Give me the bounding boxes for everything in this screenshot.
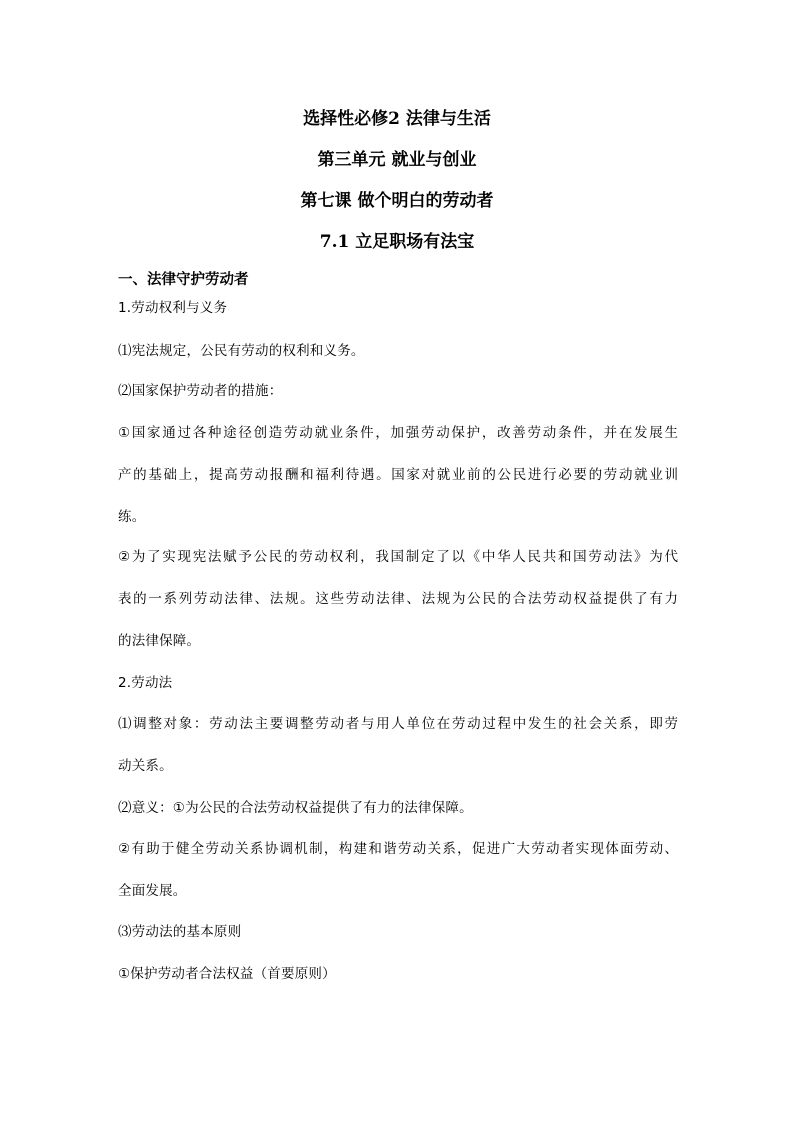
paragraph-line: 1.劳动权利与义务	[118, 300, 228, 316]
unit-title: 第三单元 就业与创业	[317, 150, 477, 170]
paragraph-line: ⑴调整对象：劳动法主要调整劳动者与用人单位在劳动过程中发生的社会关系，即劳	[118, 716, 678, 732]
paragraph-line: 全面发展。	[118, 883, 187, 899]
section-heading: 一、法律守护劳动者	[118, 272, 249, 288]
paragraph-line: 动关系。	[118, 758, 173, 774]
section-title: 7.1 立足职场有法宝	[319, 232, 475, 252]
paragraph-line: ⑴宪法规定，公民有劳动的权利和义务。	[118, 343, 365, 359]
paragraph-line: 产的基础上，提高劳动报酬和福利待遇。国家对就业前的公民进行必要的劳动就业训	[118, 467, 678, 483]
paragraph-line: ⑶劳动法的基本原则	[118, 924, 242, 940]
paragraph-line: 练。	[118, 509, 146, 525]
paragraph-line: ②为了实现宪法赋予公民的劳动权利，我国制定了以《中华人民共和国劳动法》为代	[118, 549, 678, 565]
paragraph-line: 2.劳动法	[118, 675, 173, 691]
paragraph-line: ①保护劳动者合法权益（首要原则）	[118, 966, 336, 982]
book-title: 选择性必修2 法律与生活	[303, 109, 491, 129]
paragraph-line: ⑵国家保护劳动者的措施：	[118, 383, 283, 399]
lesson-title: 第七课 做个明白的劳动者	[300, 191, 494, 211]
paragraph-line: ①国家通过各种途径创造劳动就业条件，加强劳动保护，改善劳动条件，并在发展生	[118, 425, 678, 441]
paragraph-line: 表的一系列劳动法律、法规。这些劳动法律、法规为公民的合法劳动权益提供了有力	[118, 591, 678, 607]
paragraph-line: ②有助于健全劳动关系协调机制，构建和谐劳动关系，促进广大劳动者实现体面劳动、	[118, 841, 678, 857]
paragraph-line: ⑵意义：①为公民的合法劳动权益提供了有力的法律保障。	[118, 800, 473, 816]
paragraph-line: 的法律保障。	[118, 633, 201, 649]
